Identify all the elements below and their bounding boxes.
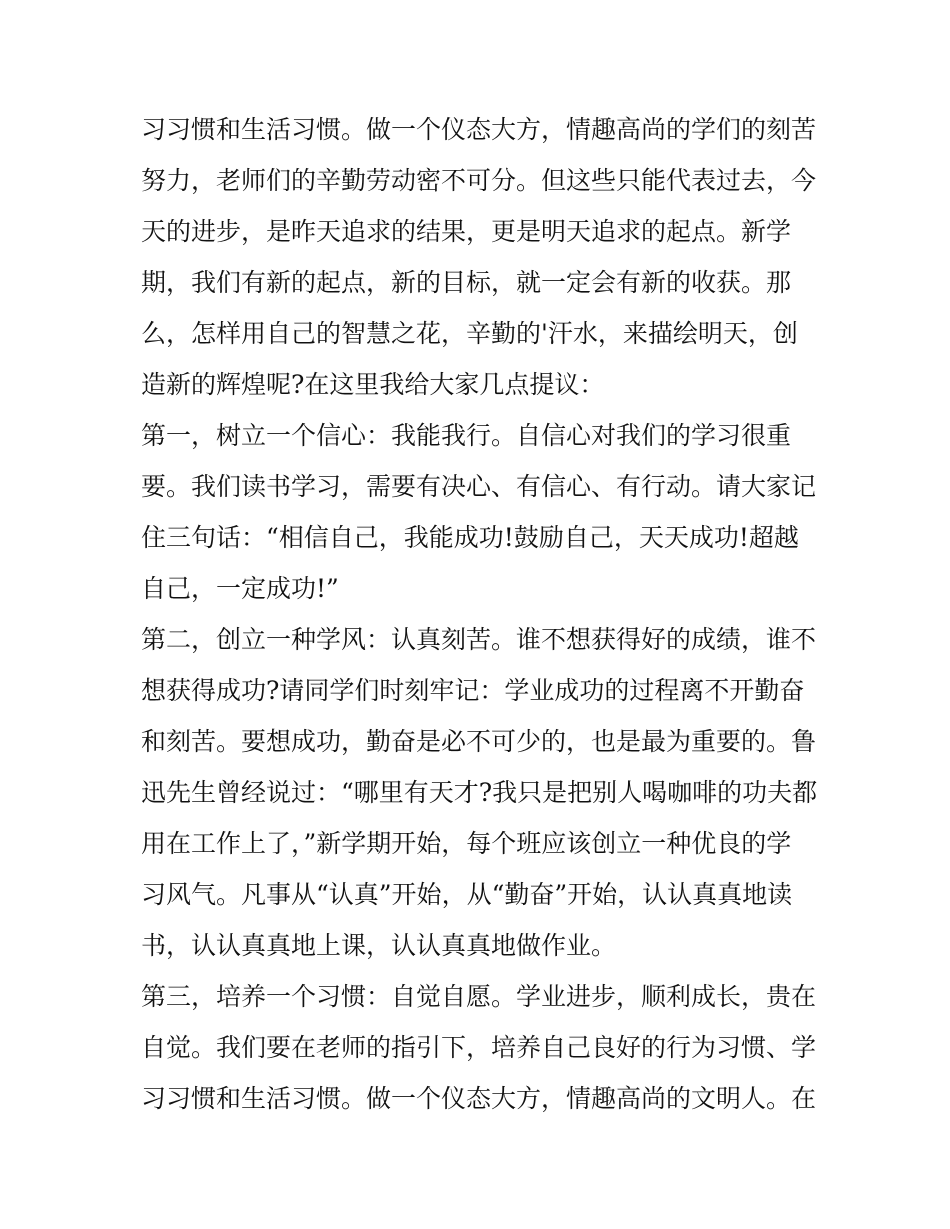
text-line: 第三，培养一个习惯：自觉自愿。学业进步，顺利成长，贵在 [141, 982, 817, 1011]
text-line: 么，怎样用自己的智慧之花，辛勤的'汗水，来描绘明天，创 [141, 319, 798, 348]
text-line: 书，认认真真地上课，认认真真地做作业。 [141, 931, 617, 960]
text-line: 迅先生曾经说过：“哪里有天才?我只是把别人喝咖啡的功夫都 [141, 778, 818, 807]
text-line: 第二，创立一种学风：认真刻苦。谁不想获得好的成绩，谁不 [141, 625, 817, 654]
text-line: 期，我们有新的起点，新的目标，就一定会有新的收获。那 [141, 268, 792, 297]
text-line: 第一，树立一个信心：我能我行。自信心对我们的学习很重 [141, 421, 792, 450]
text-line: 天的进步，是昨天追求的结果，更是明天追求的起点。新学 [141, 217, 792, 246]
text-line: 住三句话：“相信自己，我能成功!鼓励自己，天天成功!超越 [141, 523, 799, 552]
text-line: 想获得成功?请同学们时刻牢记：学业成功的过程离不开勤奋 [141, 676, 805, 705]
text-line: 习习惯和生活习惯。做一个仪态大方，情趣高尚的文明人。在 [141, 1084, 817, 1113]
text-line: 习风气。凡事从“认真”开始，从“勤奋”开始，认认真真地读 [141, 880, 793, 909]
text-line: 用在工作上了，”新学期开始，每个班应该创立一种优良的学 [141, 829, 792, 858]
text-line: 造新的辉煌呢?在这里我给大家几点提议： [141, 370, 605, 399]
text-line: 习习惯和生活习惯。做一个仪态大方，情趣高尚的学们的刻苦 [141, 115, 817, 144]
text-line: 自觉。我们要在老师的指引下，培养自己良好的行为习惯、学 [141, 1033, 817, 1062]
text-line: 要。我们读书学习，需要有决心、有信心、有行动。请大家记 [141, 472, 817, 501]
text-line: 努力，老师们的辛勤劳动密不可分。但这些只能代表过去，今 [141, 166, 817, 195]
body-text [141, 104, 817, 1124]
text-line: 自己，一定成功!” [141, 574, 339, 603]
text-line: 和刻苦。要想成功，勤奋是必不可少的，也是最为重要的。鲁 [141, 727, 817, 756]
